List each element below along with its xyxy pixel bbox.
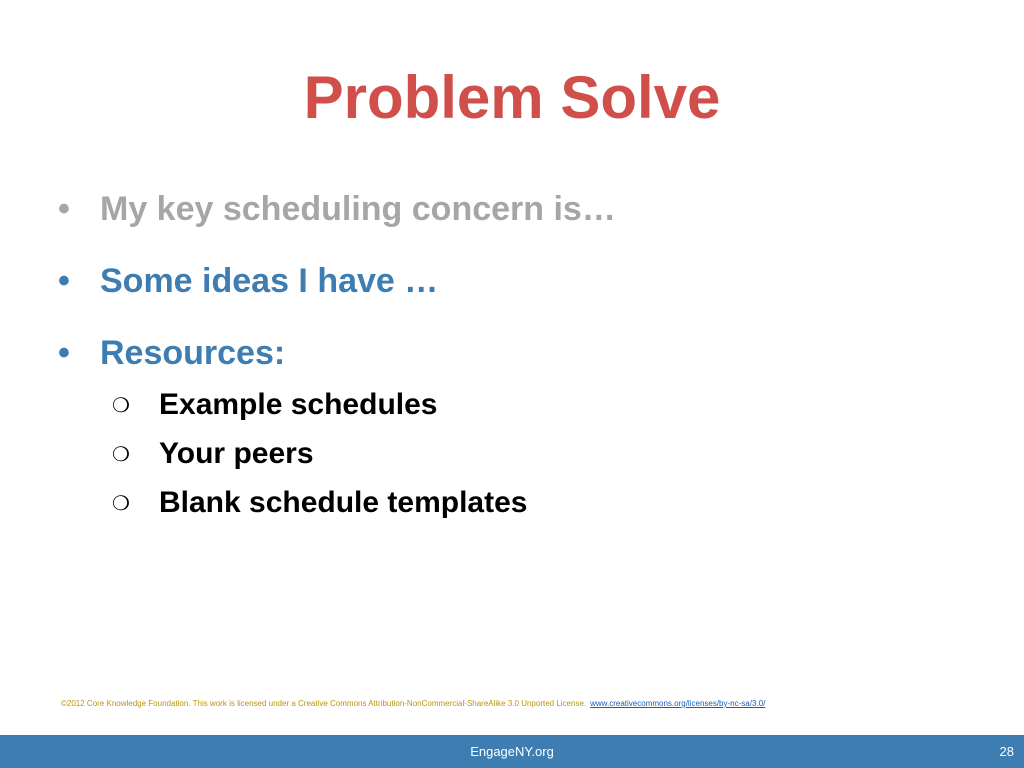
circle-bullet-icon: ❍ xyxy=(112,393,130,417)
bullet-item xyxy=(58,333,285,373)
bullet-marker: • xyxy=(58,334,70,372)
license-text: ©2012 Core Knowledge Foundation. This work is licensed under a Creative Commons Attribution-NonCommercial-ShareAlike 3.0 Unported License. xyxy=(61,699,587,708)
bullet-text: Resources: xyxy=(100,334,286,372)
bullet-item xyxy=(58,189,616,229)
page-number: 28 xyxy=(999,744,1014,759)
resource-text: Your peers xyxy=(159,437,314,470)
resource-item xyxy=(112,485,527,521)
bullet-marker: • xyxy=(58,262,70,300)
circle-bullet-icon: ❍ xyxy=(112,442,130,466)
bullet-text: Some ideas I have … xyxy=(100,262,439,300)
bullet-text: My key scheduling concern is… xyxy=(100,190,616,228)
resource-text: Example schedules xyxy=(159,388,438,421)
resource-text: Blank schedule templates xyxy=(159,486,528,519)
bullet-item xyxy=(58,261,438,301)
license-notice xyxy=(61,699,765,709)
slide-title: Problem Solve xyxy=(303,64,721,131)
bullet-marker: • xyxy=(58,190,70,228)
license-link[interactable]: www.creativecommons.org/licenses/by-nc-sa/3.0/ xyxy=(590,699,766,708)
resource-item xyxy=(112,387,437,423)
circle-bullet-icon: ❍ xyxy=(112,491,130,515)
footer-bar xyxy=(0,735,1024,768)
resource-item xyxy=(112,436,314,472)
site-name: EngageNY.org xyxy=(470,744,554,759)
